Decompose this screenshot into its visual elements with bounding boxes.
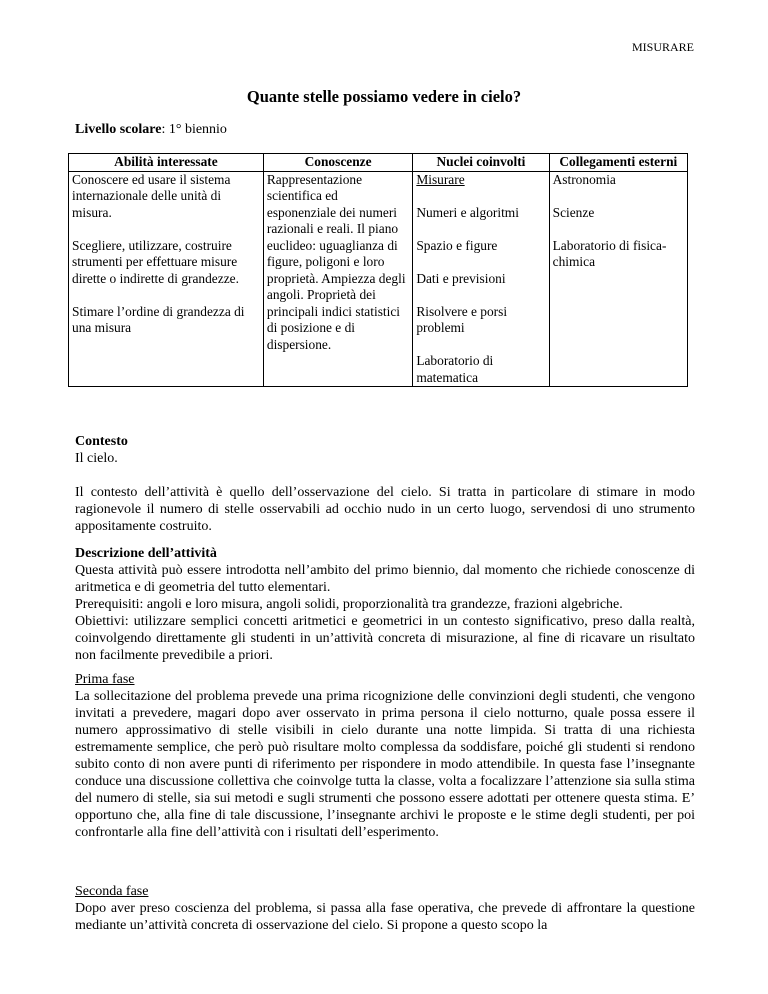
prima-fase-heading: Prima fase bbox=[75, 672, 135, 687]
school-level-label: Livello scolare bbox=[75, 122, 162, 137]
header-nuclei: Nuclei coinvolti bbox=[413, 154, 549, 172]
nucleo-item: Dati e previsioni bbox=[416, 270, 506, 286]
nucleo-item: Spazio e figure bbox=[416, 237, 498, 253]
contesto-line: Il cielo. bbox=[75, 451, 118, 466]
contesto-section bbox=[75, 433, 695, 467]
cell-conoscenze bbox=[263, 171, 412, 387]
collegamento-item: Astronomia bbox=[552, 171, 616, 187]
page-header-section: MISURARE bbox=[631, 40, 694, 54]
contesto-heading: Contesto bbox=[75, 434, 128, 449]
abilita-item: Conoscere ed usare il sistema internazionale delle unità di misura. bbox=[72, 171, 231, 220]
seconda-fase-heading: Seconda fase bbox=[75, 884, 149, 899]
prima-fase-section bbox=[75, 671, 695, 841]
nucleo-item: Risolvere e porsi problemi bbox=[416, 303, 508, 335]
nucleo-item: Numeri e algoritmi bbox=[416, 204, 519, 220]
cell-collegamenti bbox=[549, 171, 687, 387]
contesto-paragraph: Il contesto dell’attività è quello dell’osservazione del cielo. Si tratta in particolare di stimare in modo ragionevole il numero di stelle osservabili ad occhio nudo in un certo luogo, servendosi di uno strumento appositamente costruito. bbox=[75, 485, 695, 534]
abilita-item: Stimare l’ordine di grandezza di una misura bbox=[72, 303, 245, 335]
header-conoscenze: Conoscenze bbox=[263, 154, 412, 172]
seconda-fase-text: Dopo aver preso coscienza del problema, si passa alla fase operativa, che prevede di affrontare la questione mediante un’attività concreta di osservazione del cielo. Si propone a questo scopo la bbox=[75, 901, 695, 933]
collegamento-item: Laboratorio di fisica-chimica bbox=[552, 237, 667, 269]
header-collegamenti: Collegamenti esterni bbox=[549, 154, 687, 172]
curriculum-table bbox=[68, 153, 688, 387]
table-row bbox=[69, 171, 688, 387]
page-title: Quante stelle possiamo vedere in cielo? bbox=[246, 87, 522, 106]
descrizione-paragraph: Questa attività può essere introdotta nell’ambito del primo biennio, dal momento che richiede conoscenze di aritmetica e di geometria del tutto elementari. bbox=[75, 563, 695, 595]
descrizione-section bbox=[75, 545, 695, 664]
header-abilita: Abilità interessate bbox=[69, 154, 264, 172]
abilita-item: Scegliere, utilizzare, costruire strumenti per effettuare misure dirette o indirette di grandezze. bbox=[72, 237, 239, 286]
school-level-value: : 1° biennio bbox=[161, 122, 227, 137]
descrizione-heading: Descrizione dell’attività bbox=[75, 546, 217, 561]
table-header-row bbox=[69, 154, 688, 172]
prima-fase-text: La sollecitazione del problema prevede una prima ricognizione delle convinzioni degli studenti, che vengono invitati a prevedere, magari dopo aver osservato in prima persona il cielo notturno, quale possa essere il numero approssimativo di stelle visibili in cielo durante una notte limpida. Si tratta di una richiesta estremamente semplice, che però può risultare molto complessa da soddisfare, poiché gli studenti si rendono subito conto di non avere punti di riferimento per rispondere in modo attendibile. In questa fase l’insegnante conduce una discussione collettiva che coinvolge tutta la classe, volta a focalizzare l’attenzione sia sulla stima del numero di stelle, sia sui metodi e sugli strumenti che possono essere adottati per ottenere questa stima. E’ opportuno che, alla fine di tale discussione, l’insegnante archivi le proposte e le stime degli studenti, per poi confrontarle alla fine dell’attività con i risultati dell’esperimento. bbox=[75, 689, 695, 840]
nucleo-item: Laboratorio di matematica bbox=[416, 353, 494, 385]
cell-abilita bbox=[69, 171, 264, 387]
conoscenze-text: Rappresentazione scientifica ed esponenziale dei numeri razionali e reali. Il piano euclideo: uguaglianza di figure, poligoni e loro proprietà. Ampiezza degli angoli. Proprietà dei principali indici statistici di posizione e di dispersione. bbox=[266, 171, 406, 352]
collegamento-item: Scienze bbox=[552, 204, 595, 220]
cell-nuclei bbox=[413, 171, 549, 387]
obiettivi-paragraph: Obiettivi: utilizzare semplici concetti aritmetici e geometrici in un contesto significativo, preso dalla realtà, coinvolgendo direttamente gli studenti in un’attività concreta di misurazione, al fine di ricavare un risultato non facilmente prevedibile a priori. bbox=[75, 614, 695, 663]
prerequisiti-paragraph: Prerequisiti: angoli e loro misura, angoli solidi, proporzionalità tra grandezze, frazioni algebriche. bbox=[75, 597, 623, 612]
school-level bbox=[75, 122, 227, 138]
nucleo-item: Misurare bbox=[416, 171, 465, 187]
seconda-fase-section bbox=[75, 883, 695, 934]
